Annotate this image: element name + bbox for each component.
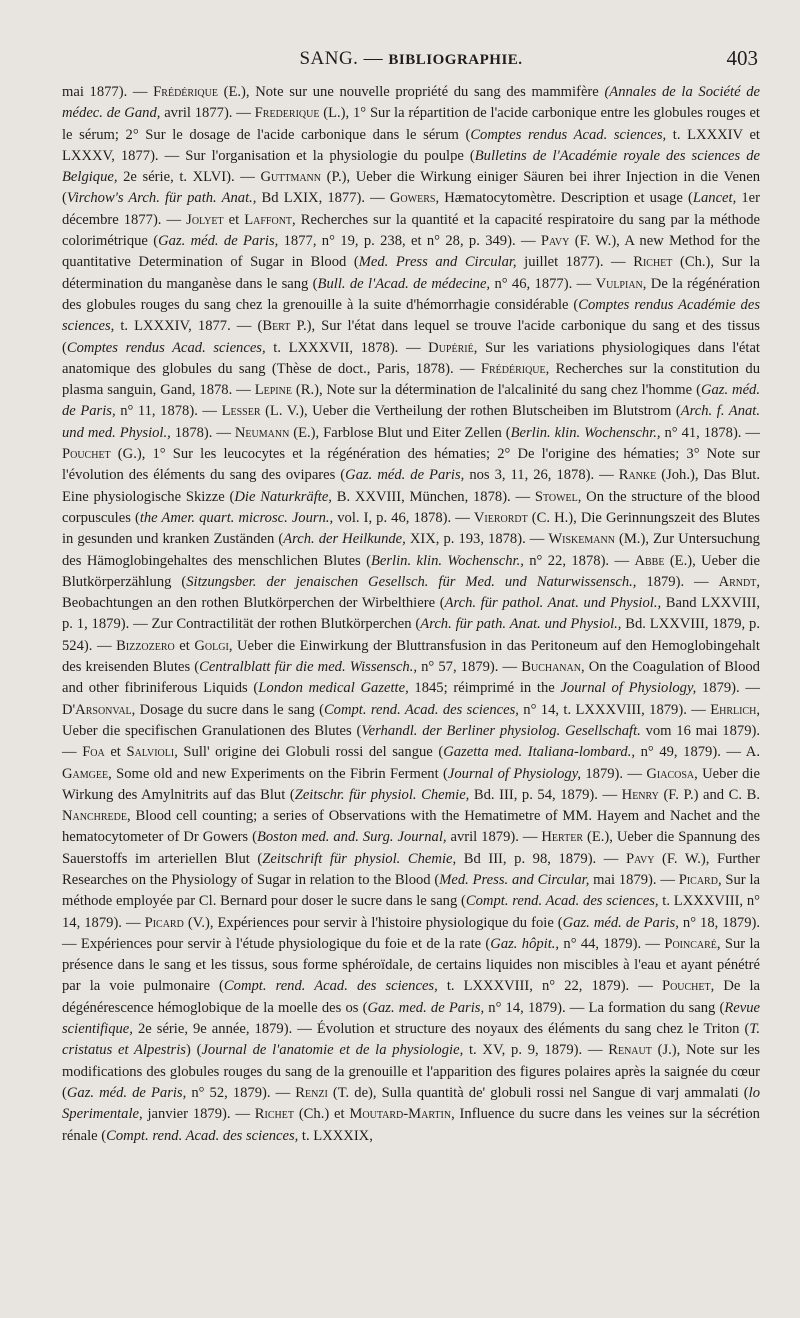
journal-title: Gaz. méd. de Paris,	[345, 467, 465, 484]
author-name: Dupérié	[428, 339, 474, 356]
text-run: (L.), 1° Sur la répartition de l'acide carbonique entre les globules rouges et le sérum; 2° Sur le dosage de l'acide carbonique dans le sérum (	[62, 105, 760, 143]
text-run: et	[223, 211, 245, 228]
journal-title: London medical Gazette,	[258, 680, 409, 697]
text-run: 2e série, 9e année, 1879). — Évolution et structure des noyaux des éléments du sang chez le Triton (	[132, 1021, 750, 1038]
text-run: n° 14, 1879). — La formation du sang (	[484, 999, 725, 1016]
text-run: 1879). —	[636, 573, 719, 590]
running-title	[62, 48, 760, 70]
text-run: , Recherches sur la quantité et la capacité respiratoire du sang par la méthode colorimétrique (	[62, 211, 760, 250]
text-run: , Sur la présence dans le sang et les tissus, sous forme sphéroïdale, de certains liquides non miscibles à l'eau et ayant pénétré par la voie pulmonaire (	[62, 935, 760, 995]
text-run: (J.), Note sur les modifications des globules rouges du sang de la grenouille et l'apparition des figures polaires après la saignée du cœur (	[62, 1042, 760, 1101]
author-name: Bert	[262, 318, 291, 335]
text-run: , Sull' origine dei Globuli rossi del sangue (	[174, 744, 444, 761]
author-name: Pouchet	[62, 446, 111, 463]
journal-title: T. cristatus et Alpestris	[62, 1021, 760, 1059]
author-name: Guttmann	[260, 169, 322, 186]
text-run: (P.), Ueber die Wirkung einiger Säuren bei ihrer Injection in die Venen (	[62, 169, 760, 207]
text-run: (F. W.), A new Method for the quantitative Determination of Sugar in Blood (	[62, 233, 760, 271]
text-run: (Ch.) et	[293, 1106, 350, 1123]
text-run: , Beobachtungen an den rothen Blutkörperchen der Wirbelthiere (	[62, 573, 760, 612]
author-name: Frédérique	[480, 360, 546, 377]
author-name: Renaut	[608, 1042, 652, 1059]
text-run: n° 18, 1879). — Expériences pour servir à l'étude physiologique du foie et de la rate (	[62, 914, 760, 952]
text-run: avril 1879). —	[446, 829, 542, 846]
text-run: (G.), 1° Sur les leucocytes et la régénération des hématies; 2° De l'origine des hématies; 3° Note sur l'évolution des éléments du sang des ovipares (	[62, 446, 760, 484]
text-run: t. LXXXVIII, n° 22, 1879). —	[437, 978, 662, 995]
text-run: juillet 1877). —	[516, 254, 634, 271]
text-run: 1879). —	[581, 765, 647, 782]
journal-title: Zeitschrift für physiol. Chemie,	[262, 850, 457, 867]
author-name: Frédérique	[153, 84, 218, 100]
author-name: Neumann	[234, 424, 290, 441]
journal-title: Compt. rend. Acad. des sciences,	[223, 978, 438, 995]
journal-title: Gaz. méd. de Paris,	[158, 233, 279, 250]
text-run: t. XV, p. 9, 1879). —	[463, 1042, 609, 1059]
page-number: 403	[726, 46, 758, 70]
text-run: , Blood cell counting; a series of Observations with the Hematimetre of MM. Hayem and Nachet and the hematocytometer of Dr Gowers (	[62, 808, 760, 846]
author-name: Vierordt	[473, 509, 528, 526]
author-name: Arndt	[718, 573, 757, 590]
author-name: Nanchrede	[62, 808, 127, 825]
text-run: 1877, n° 19, p. 238, et n° 28, p. 349). —	[278, 233, 541, 250]
journal-title: Arch. f. Anat. und med. Physiol.,	[62, 403, 760, 441]
journal-title: Med. Press and Circular,	[358, 254, 517, 271]
text-run: janvier 1879). —	[142, 1106, 255, 1123]
journal-title: Lancet,	[692, 190, 737, 207]
text-run: (E.), Ueber die Spannung des Sauerstoffs im arteriellen Blut (	[62, 829, 761, 867]
author-name: Henry	[621, 786, 659, 803]
journal-title: Arch. der Heilkunde,	[283, 531, 406, 548]
text-run: , Sur les variations physiologiques dans l'état anatomique des globules du sang (Thèse de doct., Paris, 1878). —	[62, 339, 760, 377]
author-name: Lepine	[254, 382, 292, 399]
journal-title: Gaz. hôpit.,	[490, 935, 560, 952]
text-run: n° 11, 1878). —	[115, 403, 222, 420]
text-run: (Ch.), Sur la détermination du manganèse dans le sang (	[62, 254, 760, 292]
author-name: Herter	[541, 829, 583, 846]
text-run: (F. P.) and C. B.	[658, 786, 760, 803]
text-run: n° 49, 1879). — A.	[635, 744, 760, 761]
author-name: Wiskemann	[548, 531, 615, 548]
journal-title: Sitzungsber. der jenaischen Gesellsch. für Med. und Naturwissensch.,	[186, 573, 637, 590]
text-run: n° 22, 1878). —	[523, 552, 635, 569]
text-run: (E.), Farblose Blut und Eiter Zellen (	[289, 424, 511, 441]
author-name: Frederique	[254, 105, 320, 122]
text-run: , Sur la méthode employée par Cl. Bernard pour doser le sucre dans le sang (	[62, 871, 760, 910]
text-run: (C. H.), Die Gerinnungszeit des Blutes in gesunden und kranken Zuständen (	[62, 509, 760, 548]
journal-title: Bull. de l'Acad. de médecine,	[317, 275, 491, 292]
author-name: Ranke	[618, 467, 657, 484]
journal-title: Gaz. méd. de Paris,	[562, 914, 679, 931]
journal-title: Compt. rend. Acad. des sciences,	[465, 893, 659, 910]
author-name: Jolyet	[186, 211, 224, 228]
text-run: t. LXXXIV, 1877. — (	[114, 318, 263, 335]
author-name: D'Arsonval	[62, 701, 132, 718]
text-run: Bd. III, p. 54, 1879). —	[469, 786, 622, 803]
author-name: Gamgee	[62, 765, 109, 782]
running-title-separator: —	[358, 48, 389, 69]
text-run: n° 44, 1879). —	[559, 935, 665, 952]
journal-title: Virchow's Arch. für path. Anat.,	[66, 190, 257, 207]
journal-title: (Annales de la Société de médec. de Gand,	[62, 84, 760, 122]
journal-title: Verhandl. der Berliner physiolog. Gesellschaft.	[361, 722, 641, 739]
text-run: Band LXXVIII, p. 1, 1879). — Zur Contractilität der rothen Blutkörperchen (	[62, 595, 760, 633]
running-head	[62, 42, 760, 82]
author-name: Laffont	[244, 211, 293, 228]
text-run: XIX, p. 193, 1878). —	[405, 531, 549, 548]
author-name: Abbe	[634, 552, 665, 569]
text-run: n° 57, 1879). —	[417, 659, 522, 676]
journal-title: Bulletins de l'Académie royale des sciences de Belgique,	[62, 147, 760, 186]
text-run: vom 16 mai 1879). —	[62, 722, 761, 761]
text-run: n° 41, 1878). —	[660, 424, 760, 441]
journal-title: Med. Press. and Circular,	[439, 871, 590, 888]
text-run: 1879). —	[696, 680, 760, 697]
text-run: n° 46, 1877). —	[490, 275, 596, 292]
journal-title: Arch. für path. Anat. und Physiol.,	[420, 616, 622, 633]
text-run: (V.), Expériences pour servir à l'histoire physiologique du foie (	[183, 914, 563, 931]
author-name: Ehrlich	[710, 701, 757, 718]
text-run: B. XXVIII, München, 1878). —	[331, 488, 535, 505]
text-run: vol. I, p. 46, 1878). —	[333, 509, 474, 526]
text-run: 1er décembre 1877). —	[62, 190, 760, 228]
author-name: Gowers	[389, 190, 436, 207]
text-run: 1878). —	[170, 424, 235, 441]
text-run: , On the structure of the blood corpuscules (	[62, 488, 760, 526]
text-run: (Joh.), Das Blut. Eine physiologische Skizze (	[62, 467, 760, 505]
text-run: t. LXXXVIII, n° 14, 1879). —	[62, 893, 760, 931]
text-run: ) (	[185, 1042, 202, 1059]
author-name: Bizzozero	[116, 637, 175, 654]
text-run: (M.), Zur Untersuchung des Hämoglobingehaltes des menschlichen Blutes (	[62, 531, 760, 569]
running-title-main: SANG.	[299, 48, 359, 69]
journal-title: Compt. rend. Acad. des sciences,	[106, 1127, 299, 1144]
journal-title: Comptes rendus Acad. sciences,	[66, 339, 266, 356]
text-run: , Some old and new Experiments on the Fibrin Ferment (	[108, 765, 448, 782]
author-name: Picard	[678, 871, 718, 888]
author-name: Renzi	[295, 1084, 328, 1101]
author-name: Vulpian	[595, 275, 643, 292]
text-run: (T. de), Sulla quantità de' globuli rossi nel Sangue di varj ammalati (	[327, 1084, 749, 1101]
text-run: mai 1879). —	[589, 871, 679, 888]
journal-title: Berlin. klin. Wochenschr.,	[370, 552, 524, 569]
journal-title: Gaz. méd. de Paris,	[62, 382, 760, 420]
text-run: avril 1877). —	[160, 105, 255, 122]
text-run: (E.), Note sur une nouvelle propriété du sang des mammifère	[217, 84, 605, 100]
journal-title: Journal de l'anatomie et de la physiologie,	[201, 1042, 464, 1059]
journal-title: Comptes rendus Académie des sciences,	[62, 296, 760, 335]
author-name: Lesser	[221, 403, 261, 420]
text-run: (L. V.), Ueber die Vertheilung der rothen Blutscheiben im Blutstrom (	[260, 403, 681, 420]
text-run: mai 1877). —	[62, 84, 154, 100]
text-run: , Recherches sur la constitution du plasma sanguin, Gand, 1878. —	[62, 360, 760, 399]
text-run: nos 3, 11, 26, 1878). —	[464, 467, 619, 484]
text-run: et	[104, 744, 127, 761]
text-run: n° 52, 1879). —	[186, 1084, 296, 1101]
text-run: (R.), Note sur la détermination de l'alcalinité du sang chez l'homme (	[291, 382, 701, 399]
text-run: Bd. LXXVIII, 1879, p. 524). —	[62, 616, 760, 654]
journal-title: the Amer. quart. microsc. Journ.,	[139, 509, 334, 526]
journal-title: Centralblatt für die med. Wissensch.,	[199, 659, 418, 676]
journal-title: Boston med. and. Surg. Journal,	[256, 829, 447, 846]
author-name: Picard	[144, 914, 184, 931]
journal-title: Gaz. med. de Paris,	[367, 999, 485, 1016]
text-run: , Dosage du sucre dans le sang (	[131, 701, 324, 718]
author-name: Pavy	[540, 233, 570, 250]
text-run: (E.), Ueber die Blutkörperzählung (	[62, 552, 760, 590]
author-name: Poincaré	[664, 935, 717, 952]
journal-title: lo Sperimentale,	[62, 1084, 760, 1123]
text-run: t. LXXXVII, 1878). —	[265, 339, 429, 356]
text-run: 2e série, t. XLVI). —	[117, 169, 261, 186]
journal-title: Comptes rendus Acad. sciences,	[470, 126, 667, 143]
text-run: , De la régénération des globules rouges du sang chez la grenouille à la suite d'hémorrhagie considérable (	[62, 275, 760, 313]
text-run: , Ueber die specifischen Granulationen des Blutes (	[62, 701, 760, 739]
text-run: , On the Coagulation of Blood and other fibriniferous Liquids (	[62, 659, 760, 697]
journal-title: Compt. rend. Acad. des sciences,	[323, 701, 519, 718]
text-run: , Hæmatocytomètre. Description et usage (	[435, 190, 693, 207]
journal-title: Revue scientifique,	[62, 999, 760, 1038]
journal-title: Die Naturkräfte,	[234, 488, 332, 505]
author-name: Richet	[633, 254, 673, 271]
journal-title: Zeitschr. für physiol. Chemie,	[294, 786, 470, 803]
bibliography-paragraph	[62, 82, 760, 1147]
text-run: 1845; réimprimé in the	[408, 680, 561, 697]
text-run: t. LXXXIX,	[298, 1127, 373, 1144]
text-run: Bd III, p. 98, 1879). —	[456, 850, 626, 867]
text-run: , Ueber die Wirkung des Amylnitrits auf das Blut (	[62, 765, 760, 803]
text-run: , Ueber die Einwirkung der Bluttransfusion in das Peritoneum auf den Hemoglobingehalt des kreisenden Blutes (	[62, 637, 760, 676]
text-run: et	[174, 637, 195, 654]
author-name: Salvioli	[126, 744, 175, 761]
author-name: Stowel	[534, 488, 578, 505]
journal-title: Arch. für pathol. Anat. und Physiol.,	[444, 595, 662, 612]
text-run: P.), Sur l'état dans lequel se trouve l'acide carbonique du sang et des tissus (	[62, 318, 760, 356]
author-name: Foa	[82, 744, 105, 761]
journal-title: Journal of Physiology,	[560, 680, 697, 697]
text-run: , De la dégénérescence hémoglobique de la moelle des os (	[62, 978, 760, 1016]
author-name: Pavy	[625, 850, 655, 867]
author-name: Richet	[254, 1106, 294, 1123]
author-name: Golgi	[194, 637, 229, 654]
author-name: Giacosa	[646, 765, 695, 782]
journal-title: Journal of Physiology,	[447, 765, 582, 782]
author-name: Buchanan	[521, 659, 581, 676]
running-title-section: BIBLIOGRAPHIE.	[388, 52, 523, 68]
journal-title: Gazetta med. Italiana-lombard.,	[443, 744, 636, 761]
journal-title: Gaz. méd. de Paris,	[66, 1084, 187, 1101]
author-name: Moutard-Martin	[349, 1106, 452, 1123]
journal-title: Berlin. klin. Wochenschr.,	[510, 424, 661, 441]
text-run: n° 14, t. LXXXVIII, 1879). —	[518, 701, 711, 718]
text-run: (F. W.), Further Researches on the Physiology of Sugar in relation to the Blood (	[62, 850, 760, 888]
text-run: , Influence du sucre dans les veines sur la sécrétion rénale (	[62, 1106, 760, 1144]
text-run: Bd LXIX, 1877). —	[256, 190, 390, 207]
author-name: Pouchet	[661, 978, 711, 995]
text-run: t. LXXXIV et LXXXV, 1877). — Sur l'organisation et la physiologie du poulpe (	[62, 126, 760, 164]
